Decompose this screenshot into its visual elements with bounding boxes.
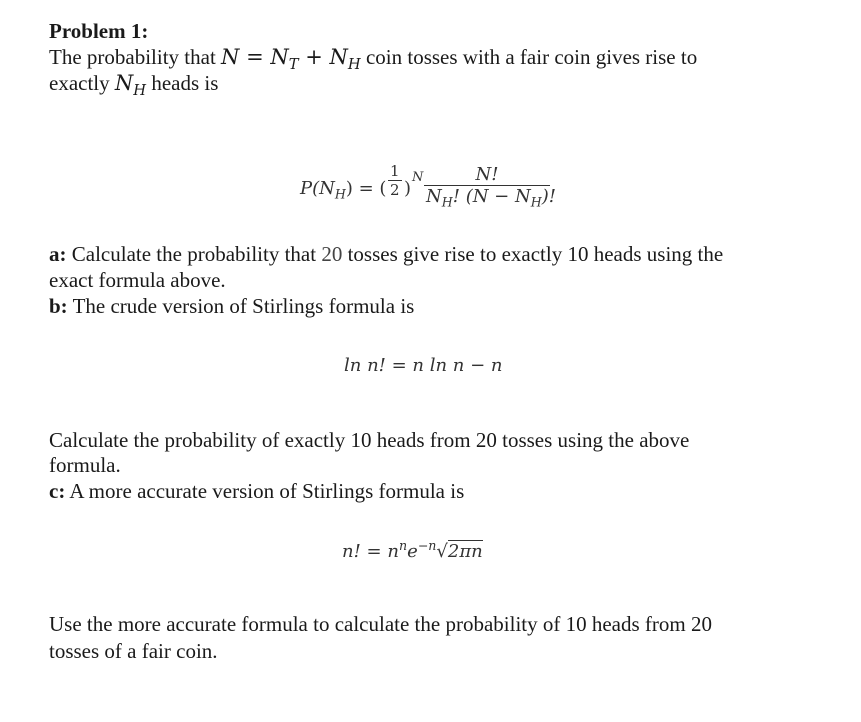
part-c-line	[49, 478, 464, 504]
part-c-follow-2: tosses of a fair coin.	[49, 639, 218, 663]
part-b-line	[49, 293, 414, 319]
formula-exponent: N	[412, 170, 424, 185]
sqrt-symbol: √	[436, 541, 448, 562]
intro-text-b: coin tosses with a fair coin gives rise to	[365, 45, 698, 69]
intro-text-d: heads is	[151, 71, 219, 95]
part-c-text: A more accurate version of Stirlings formula is	[69, 479, 465, 503]
part-a-text-1: Calculate the probability that	[71, 242, 317, 266]
part-a-label: a:	[49, 242, 67, 266]
problem-heading: Problem 1:	[49, 19, 149, 43]
part-a-text-2: tosses give rise to exactly 10 heads using the	[347, 242, 724, 266]
part-b-follow-1: Calculate the probability of exactly 10 heads from 20 tosses using the above	[49, 428, 690, 452]
part-b-follow-2: formula.	[49, 453, 121, 477]
part-b-text: The crude version of Stirlings formula is	[72, 294, 415, 318]
part-b-label: b:	[49, 294, 68, 318]
stirling-accurate-formula: n! = $n^ne^{-n}√2\pi n$	[342, 538, 483, 562]
part-c-follow-1: Use the more accurate formula to calculate the probability of 10 heads from 20	[49, 612, 712, 636]
formula-denominator: $N_H$! $(N - N_H)$!	[426, 186, 556, 210]
intro-line-2	[49, 70, 218, 104]
formula-half: $\frac{1}{2}$	[390, 162, 400, 199]
inline-math-n: $N = N_T + N_H$	[221, 45, 361, 74]
part-a-line-1	[49, 241, 723, 267]
inline-math-nh: $N_H$	[114, 71, 147, 100]
intro-text-a: The probability that	[49, 45, 216, 69]
formula-factorial-fraction	[424, 164, 556, 210]
intro-text-c: exactly	[49, 71, 110, 95]
part-a-line-2: exact formula above.	[49, 268, 226, 292]
part-c-label: c:	[49, 479, 66, 503]
formula-numerator: N!	[424, 164, 550, 186]
part-a-number: 20	[321, 242, 343, 266]
formula-half-close: )	[404, 178, 412, 199]
formula-lhs: $P(N_H)$ = (	[300, 178, 387, 202]
stirling-crude-formula: ln n! = n ln n − n	[344, 355, 503, 376]
